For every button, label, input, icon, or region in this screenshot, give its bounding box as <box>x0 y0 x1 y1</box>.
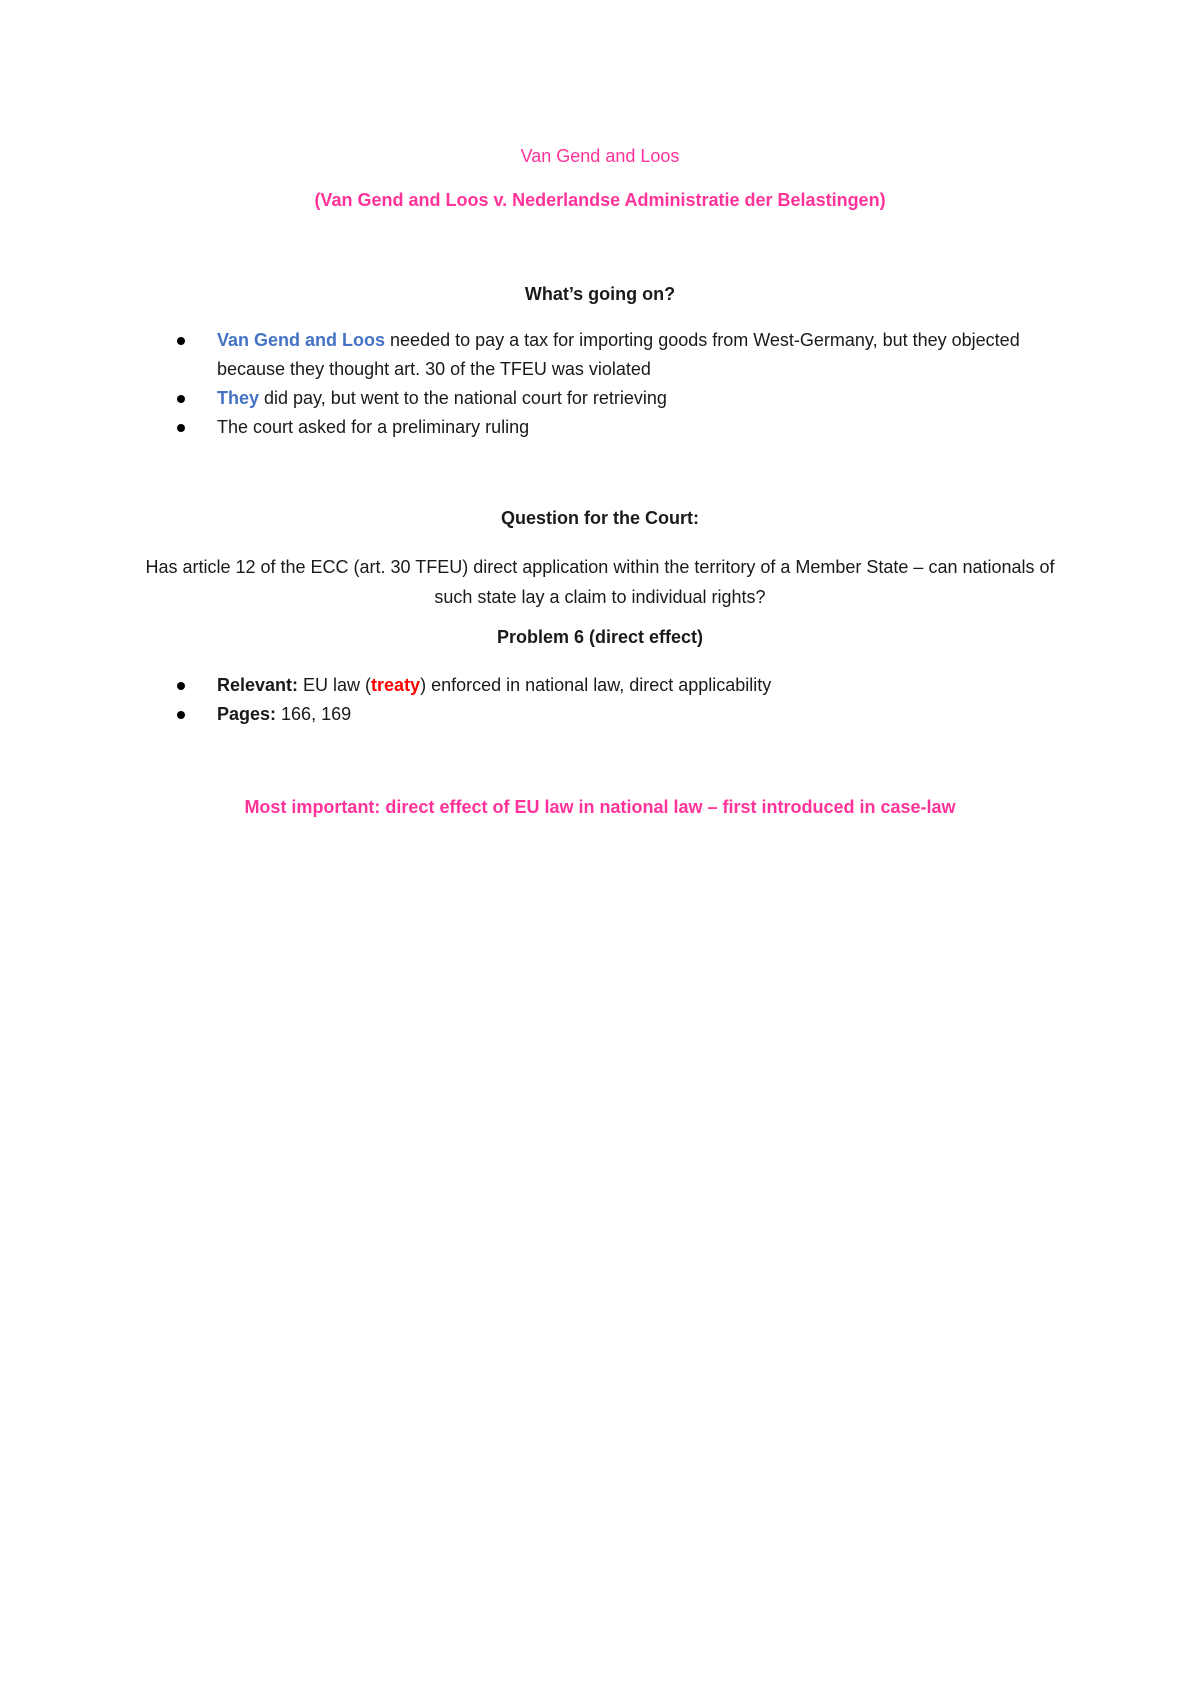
section-heading-whats-going-on: What’s going on? <box>524 284 676 304</box>
list-item <box>0 700 1200 729</box>
section-heading-question: Question for the Court: <box>501 508 699 528</box>
section-heading-problem: Problem 6 (direct effect) <box>496 627 704 647</box>
list-item <box>0 384 1200 413</box>
bullet-icon <box>177 395 185 403</box>
problem-list <box>0 671 1200 729</box>
pages-value: 166, 169 <box>276 704 352 724</box>
party-name-highlight: Van Gend and Loos <box>217 330 386 350</box>
facts-list <box>0 326 1200 442</box>
list-item <box>0 413 1200 442</box>
bullet-icon <box>177 424 185 432</box>
question-body: Has article 12 of the ECC (art. 30 TFEU) direct application within the territory of a Member State – can nationals of such state lay a claim to individual rights? <box>145 557 1055 607</box>
bullet-icon <box>177 337 185 345</box>
most-important-note: Most important: direct effect of EU law in national law – first introduced in case-law <box>244 797 956 817</box>
list-item-text: needed to pay a tax for importing goods from West-Germany, but they objected because they thought art. 30 of the TFEU was violated <box>217 330 1020 379</box>
treaty-highlight: treaty <box>371 675 421 695</box>
bullet-icon <box>177 682 185 690</box>
relevant-text-after: ) enforced in national law, direct applicability <box>420 675 772 695</box>
document-title: Van Gend and Loos <box>520 146 680 166</box>
list-item-text: The court asked for a preliminary ruling <box>217 417 530 437</box>
bullet-icon <box>177 711 185 719</box>
party-name-highlight: They <box>217 388 260 408</box>
list-item-text: did pay, but went to the national court for retrieving <box>259 388 667 408</box>
pages-label: Pages: <box>217 704 277 724</box>
relevant-label: Relevant: <box>217 675 299 695</box>
question-text <box>0 552 1200 612</box>
list-item <box>0 671 1200 700</box>
relevant-text-before: EU law ( <box>298 675 372 695</box>
document-subtitle: (Van Gend and Loos v. Nederlandse Administratie der Belastingen) <box>314 190 886 210</box>
list-item <box>0 326 1200 384</box>
